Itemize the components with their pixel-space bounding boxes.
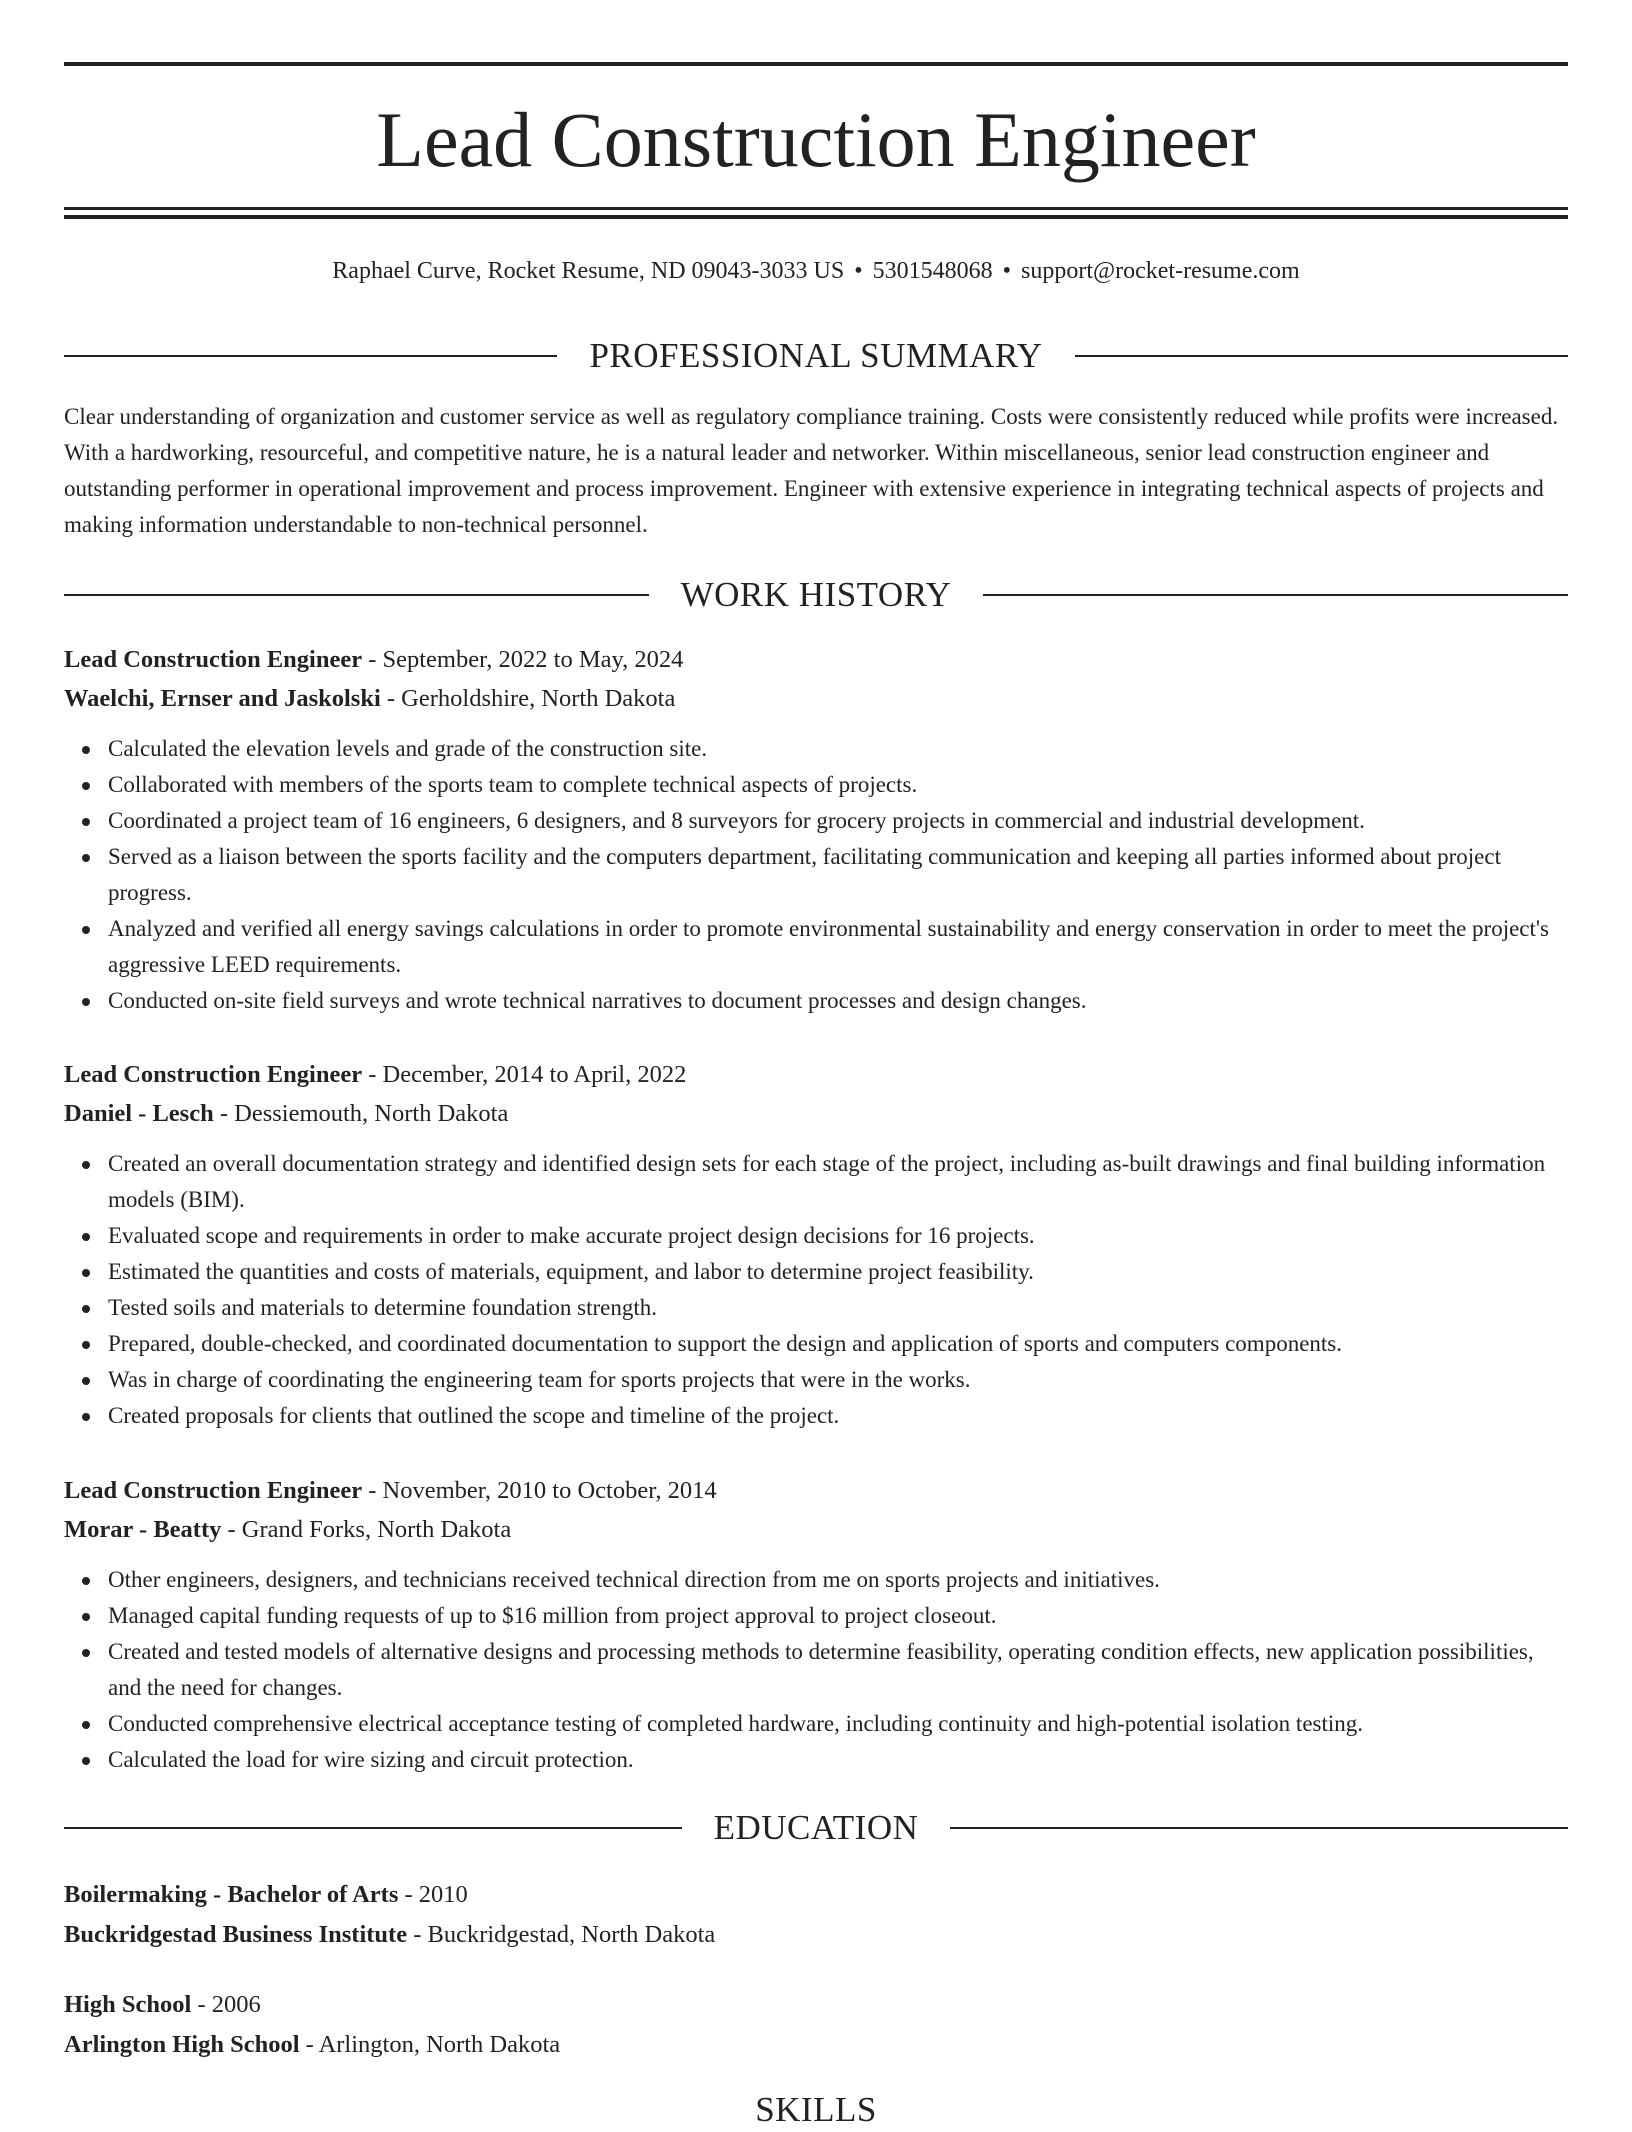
job-title-line bbox=[64, 640, 1568, 679]
education-degree: Boilermaking - Bachelor of Arts bbox=[64, 1881, 399, 1908]
section-title: SKILLS bbox=[755, 2090, 877, 2129]
job-dates: - December, 2014 to April, 2022 bbox=[368, 1061, 687, 1088]
job-bullet: Managed capital funding requests of up to $16 million from project approval to project closeout. bbox=[108, 1598, 1568, 1634]
contact-separator: • bbox=[854, 258, 863, 284]
job-company-line bbox=[64, 1510, 1568, 1549]
job-bullet: Created an overall documentation strategy and identified design sets for each stage of the project, including as-built drawings and final building information models (BIM). bbox=[108, 1146, 1568, 1218]
job-bullet: Calculated the load for wire sizing and circuit protection. bbox=[108, 1742, 1568, 1778]
job-bullet: Calculated the elevation levels and grade of the construction site. bbox=[108, 731, 1568, 767]
job-location: - Grand Forks, North Dakota bbox=[227, 1516, 512, 1543]
education-school-line bbox=[64, 2025, 1568, 2065]
job-bullet: Other engineers, designers, and technicians received technical direction from me on sports projects and initiatives. bbox=[108, 1562, 1568, 1598]
education-year: - 2010 bbox=[404, 1881, 468, 1908]
contact-separator: • bbox=[1002, 258, 1012, 284]
education-school-line bbox=[64, 1915, 1568, 1955]
job-entry bbox=[64, 1055, 1568, 1434]
summary-text: Clear understanding of organization and customer service as well as regulatory compliance training. Costs were consistently reduced while profits were increased. With a hardworking, resourceful, and competitive nature, he is a natural leader and networker. Within miscellaneous, senior lead construction engineer and outstanding performer in operational improvement and process improvement. Engineer with extensive experience in integrating technical aspects of projects and making information understandable to non-technical personnel. bbox=[64, 404, 1559, 537]
education-school: Buckridgestad Business Institute bbox=[64, 1921, 408, 1948]
job-bullet: Was in charge of coordinating the engineering team for sports projects that were in the works. bbox=[108, 1362, 1568, 1398]
section-rule bbox=[983, 594, 1568, 596]
education-school: Arlington High School bbox=[64, 2031, 300, 2058]
top-rule bbox=[64, 62, 1568, 66]
job-location: - Gerholdshire, North Dakota bbox=[386, 685, 676, 712]
section-rule bbox=[64, 1827, 682, 1829]
job-bullet: Analyzed and verified all energy savings calculations in order to promote environmental sustainability and energy conservation in order to meet the project's aggressive LEED requirements. bbox=[108, 911, 1568, 983]
job-company: Daniel - Lesch bbox=[64, 1100, 214, 1127]
job-dates: - November, 2010 to October, 2014 bbox=[368, 1477, 717, 1504]
section-header-summary bbox=[64, 334, 1568, 378]
job-bullet: Created and tested models of alternative designs and processing methods to determine feasibility, operating condition effects, new application possibilities, and the need for changes. bbox=[108, 1634, 1568, 1706]
title-rule-upper bbox=[64, 207, 1568, 210]
section-rule bbox=[64, 594, 649, 596]
job-bullet: Tested soils and materials to determine foundation strength. bbox=[108, 1290, 1568, 1326]
job-bullet: Evaluated scope and requirements in order to make accurate project design decisions for 16 projects. bbox=[108, 1218, 1568, 1254]
contact-address: Raphael Curve, Rocket Resume, ND 09043-3033 US bbox=[332, 258, 845, 284]
job-dates: - September, 2022 to May, 2024 bbox=[368, 646, 684, 673]
job-company: Waelchi, Ernser and Jaskolski bbox=[64, 685, 381, 712]
education-location: - Buckridgestad, North Dakota bbox=[413, 1921, 716, 1948]
job-title: Lead Construction Engineer bbox=[64, 646, 363, 673]
job-bullet: Conducted comprehensive electrical acceptance testing of completed hardware, including continuity and high-potential isolation testing. bbox=[108, 1706, 1568, 1742]
job-bullets bbox=[64, 1562, 1568, 1778]
section-header-skills bbox=[64, 2088, 1568, 2132]
job-entry bbox=[64, 1471, 1568, 1778]
education-degree: High School bbox=[64, 1991, 192, 2018]
job-bullet: Created proposals for clients that outlined the scope and timeline of the project. bbox=[108, 1398, 1568, 1434]
education-location: - Arlington, North Dakota bbox=[305, 2031, 561, 2058]
section-rule bbox=[1075, 355, 1568, 357]
job-bullet: Coordinated a project team of 16 engineers, 6 designers, and 8 surveyors for grocery projects in commercial and industrial development. bbox=[108, 803, 1568, 839]
section-title: PROFESSIONAL SUMMARY bbox=[589, 336, 1043, 375]
job-title: Lead Construction Engineer bbox=[64, 1477, 363, 1504]
job-company: Morar - Beatty bbox=[64, 1516, 222, 1543]
education-entry bbox=[64, 1985, 1568, 2065]
education-entry bbox=[64, 1875, 1568, 1955]
education-year: - 2006 bbox=[197, 1991, 261, 2018]
job-bullet: Conducted on-site field surveys and wrote technical narratives to document processes and design changes. bbox=[108, 983, 1568, 1019]
job-entry bbox=[64, 640, 1568, 1019]
job-bullet: Served as a liaison between the sports facility and the computers department, facilitating communication and keeping all parties informed about project progress. bbox=[108, 839, 1568, 911]
resume-title: Lead Construction Engineer bbox=[376, 96, 1256, 183]
contact-email[interactable]: support@rocket-resume.com bbox=[1021, 258, 1300, 284]
contact-line bbox=[64, 253, 1568, 289]
section-title: EDUCATION bbox=[713, 1808, 919, 1847]
job-title-line bbox=[64, 1471, 1568, 1510]
job-bullet: Collaborated with members of the sports team to complete technical aspects of projects. bbox=[108, 767, 1568, 803]
job-location: - Dessiemouth, North Dakota bbox=[219, 1100, 509, 1127]
job-title: Lead Construction Engineer bbox=[64, 1061, 363, 1088]
job-title-line bbox=[64, 1055, 1568, 1094]
section-header-education bbox=[64, 1806, 1568, 1850]
education-degree-line bbox=[64, 1985, 1568, 2025]
contact-phone: 5301548068 bbox=[872, 258, 993, 284]
education-degree-line bbox=[64, 1875, 1568, 1915]
section-rule bbox=[950, 1827, 1568, 1829]
section-header-work bbox=[64, 573, 1568, 617]
title-rule-lower bbox=[64, 215, 1568, 219]
section-rule bbox=[64, 355, 557, 357]
job-company-line bbox=[64, 1094, 1568, 1133]
job-bullet: Prepared, double-checked, and coordinated documentation to support the design and application of sports and computers components. bbox=[108, 1326, 1568, 1362]
section-title: WORK HISTORY bbox=[680, 575, 952, 614]
job-company-line bbox=[64, 679, 1568, 718]
job-bullet: Estimated the quantities and costs of materials, equipment, and labor to determine project feasibility. bbox=[108, 1254, 1568, 1290]
job-bullets bbox=[64, 731, 1568, 1019]
job-bullets bbox=[64, 1146, 1568, 1434]
